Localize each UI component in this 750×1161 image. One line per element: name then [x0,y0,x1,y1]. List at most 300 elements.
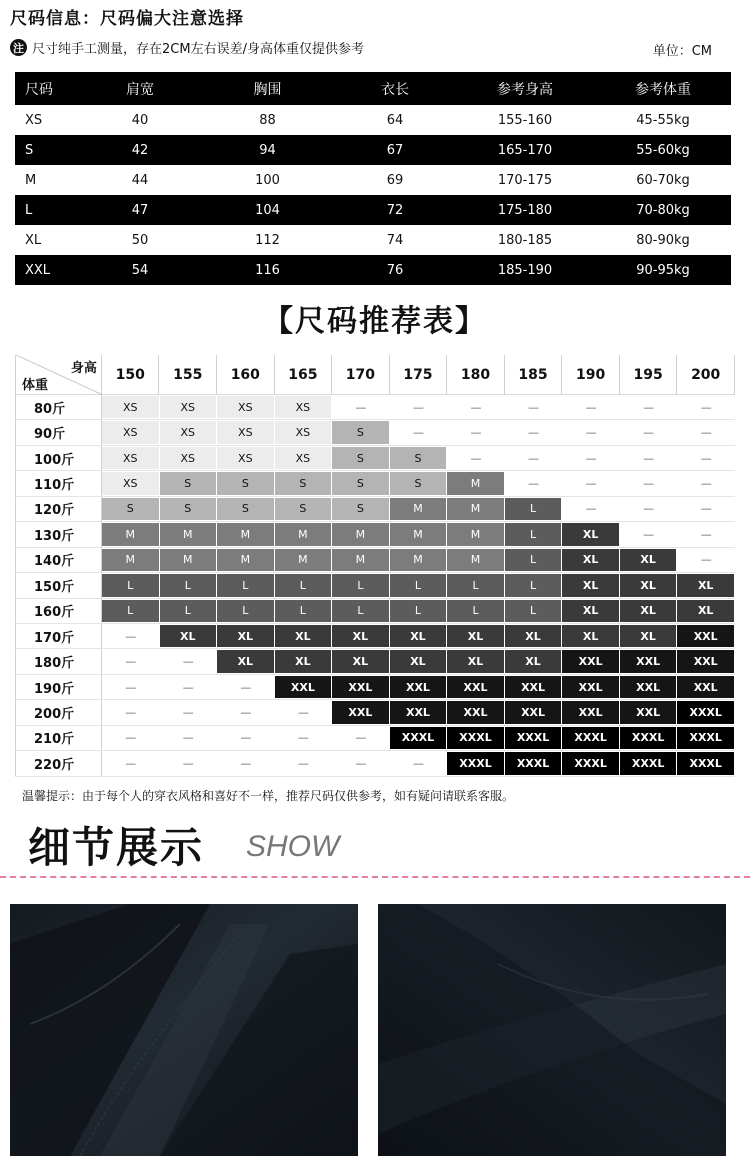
size-cell: 80-90kg [636,232,690,248]
size-cell: 76 [386,262,404,278]
grid-cell [562,675,620,699]
grid-cell [160,675,218,699]
size-badge: XS [102,472,160,494]
grid-cell [620,548,678,572]
size-badge: XXXL [620,727,678,749]
size-cell: S [25,142,34,158]
grid-cell [102,649,160,673]
size-badge: XL [677,574,735,596]
size-badge: — [297,705,309,719]
size-cell: 180-185 [497,232,553,248]
column-header: 胸围 [253,81,282,98]
size-row [15,135,731,165]
grid-cell [505,446,563,470]
size-badge: L [160,600,218,622]
size-cell: XXL [25,262,51,278]
grid-cell [677,624,735,648]
detail-subtitle: SHOW [246,830,340,863]
grid-cell [505,420,563,444]
grid-cell [447,751,505,775]
grid-cell [505,573,563,597]
size-badge: — [528,400,540,414]
size-badge: L [160,574,218,596]
grid-cell [562,649,620,673]
size-badge: M [447,523,505,545]
grid-cell [160,599,218,623]
size-badge: M [332,523,390,545]
size-badge: L [332,600,390,622]
grid-row [15,548,735,573]
height-header: 160 [217,355,275,394]
weight-label: 180斤 [15,649,102,673]
size-badge: S [217,498,275,520]
size-badge: XL [562,600,620,622]
grid-cell [217,522,275,546]
grid-row [15,420,735,445]
detail-title: 细节展示 [28,823,205,872]
grid-cell [275,446,333,470]
grid-cell [160,446,218,470]
grid-cell [160,624,218,648]
size-badge: L [505,574,563,596]
grid-cell [447,446,505,470]
size-badge: M [160,523,218,545]
height-header: 150 [102,355,160,394]
grid-row [15,599,735,624]
grid-cell [677,420,735,444]
grid-cell [447,700,505,724]
size-badge: XXL [677,650,735,672]
size-badge: XXL [562,650,620,672]
size-badge: XL [332,650,390,672]
grid-cell [505,700,563,724]
size-badge: XS [275,396,333,418]
size-badge: S [332,421,390,443]
size-cell: 70-80kg [636,202,690,218]
size-badge: XL [562,625,620,647]
grid-cell [447,497,505,521]
grid-cell [505,751,563,775]
grid-cell [275,700,333,724]
grid-cell [390,726,448,750]
grid-cell [620,675,678,699]
size-badge: — [700,553,712,567]
size-badge: M [275,523,333,545]
grid-cell [562,573,620,597]
grid-cell [217,420,275,444]
size-badge: S [160,472,218,494]
grid-cell [562,446,620,470]
grid-cell [620,624,678,648]
grid-cell [390,624,448,648]
grid-cell [275,420,333,444]
size-badge: XL [505,650,563,672]
height-header: 180 [447,355,505,394]
grid-cell [505,471,563,495]
size-badge: L [390,574,448,596]
grid-cell [620,522,678,546]
grid-cell [275,624,333,648]
grid-cell [620,700,678,724]
size-badge: — [528,451,540,465]
size-row [15,165,731,195]
weight-label: 210斤 [15,726,102,750]
size-badge: L [505,600,563,622]
size-badge: — [528,477,540,491]
grid-cell [217,751,275,775]
size-badge: XXL [447,701,505,723]
weight-label: 220斤 [15,751,102,775]
size-badge: XS [102,447,160,469]
size-table-header [15,72,731,105]
size-badge: — [643,477,655,491]
size-badge: XXL [562,701,620,723]
size-badge: M [332,549,390,571]
grid-cell [447,649,505,673]
size-badge: XXXL [677,701,735,723]
size-badge: — [125,680,137,694]
grid-cell [275,751,333,775]
grid-cell [620,446,678,470]
grid-cell [160,420,218,444]
grid-cell [677,726,735,750]
weight-label: 100斤 [15,446,102,470]
grid-cell [677,751,735,775]
size-badge: XXL [390,701,448,723]
grid-cell [677,471,735,495]
size-badge: XL [390,650,448,672]
grid-cell [217,471,275,495]
size-badge: XS [102,396,160,418]
grid-cell [332,649,390,673]
grid-cell [390,700,448,724]
grid-cell [332,700,390,724]
grid-cell [102,700,160,724]
grid-cell [217,599,275,623]
grid-cell [275,573,333,597]
grid-row [15,573,735,598]
size-badge: XL [447,650,505,672]
grid-row [15,751,735,776]
grid-cell [562,497,620,521]
grid-header-row [15,355,735,395]
height-header: 200 [677,355,735,394]
size-badge: — [240,756,252,770]
fabric-photo-right [378,904,726,1156]
size-badge: S [275,498,333,520]
size-cell: 74 [386,232,404,248]
grid-cell [505,522,563,546]
size-badge: — [182,655,194,669]
size-badge: XS [160,421,218,443]
grid-cell [275,497,333,521]
size-badge: XL [620,600,678,622]
size-badge: M [102,523,160,545]
size-badge: — [700,400,712,414]
grid-cell [620,497,678,521]
size-badge: L [217,600,275,622]
size-badge: XS [217,396,275,418]
grid-cell [217,675,275,699]
size-cell: 104 [255,202,280,218]
grid-cell [447,624,505,648]
size-cell: 94 [259,142,276,158]
corner-weight-label: 体重 [22,378,49,393]
size-badge: XS [275,421,333,443]
size-badge: L [102,600,160,622]
grid-cell [102,446,160,470]
grid-cell [620,471,678,495]
grid-cell [217,548,275,572]
size-badge: M [217,549,275,571]
size-badge: XXXL [447,727,505,749]
grid-row [15,471,735,496]
size-badge: M [390,498,448,520]
grid-cell [332,446,390,470]
size-badge: XXXL [677,752,735,774]
weight-label: 170斤 [15,624,102,648]
grid-cell [562,751,620,775]
height-header: 155 [159,355,217,394]
grid-cell [620,573,678,597]
size-badge: — [643,451,655,465]
grid-cell [562,420,620,444]
size-cell: 155-160 [497,112,553,128]
size-cell: 90-95kg [636,262,690,278]
grid-cell [677,700,735,724]
size-badge: XXXL [505,727,563,749]
grid-cell [562,471,620,495]
grid-cell [447,573,505,597]
size-badge: XXL [620,650,678,672]
grid-cell [390,649,448,673]
size-badge: XL [620,549,678,571]
fabric-photo-left [10,904,358,1156]
size-badge: XL [677,600,735,622]
grid-cell [275,548,333,572]
size-badge: — [643,527,655,541]
grid-cell [390,522,448,546]
height-header: 195 [620,355,678,394]
size-badge: — [125,629,137,643]
grid-cell [505,497,563,521]
size-badge: XXXL [562,752,620,774]
size-badge: S [160,498,218,520]
size-badge: XL [562,549,620,571]
grid-row [15,624,735,649]
size-badge: L [332,574,390,596]
grid-row [15,522,735,547]
size-badge: L [275,574,333,596]
grid-cell [217,649,275,673]
size-badge: XL [275,650,333,672]
recommend-grid [15,355,735,777]
size-badge: — [470,400,482,414]
size-badge: — [412,426,424,440]
size-cell: XS [25,112,43,128]
grid-cell [332,675,390,699]
grid-cell [275,522,333,546]
size-cell: 185-190 [497,262,553,278]
size-badge: — [182,705,194,719]
column-header: 衣长 [381,81,409,98]
height-header: 165 [275,355,333,394]
size-badge: L [505,549,563,571]
grid-cell [332,395,390,419]
grid-cell [332,751,390,775]
size-badge: XXL [505,701,563,723]
size-badge: — [470,426,482,440]
size-cell: 72 [386,202,404,218]
grid-cell [677,599,735,623]
grid-cell [677,573,735,597]
size-badge: — [125,705,137,719]
grid-cell [390,675,448,699]
size-badge: S [332,472,390,494]
grid-cell [505,726,563,750]
size-cell: 60-70kg [636,172,690,188]
size-badge: XXL [390,676,448,698]
size-cell: 116 [255,262,280,278]
grid-cell [620,751,678,775]
grid-cell [102,395,160,419]
weight-label: 200斤 [15,700,102,724]
size-badge: XL [620,574,678,596]
grid-cell [160,573,218,597]
size-cell: XL [25,232,42,248]
column-header: 尺码 [25,81,53,98]
size-badge: XS [217,421,275,443]
grid-cell [332,522,390,546]
size-badge: M [102,549,160,571]
recommend-title: 【尺码推荐表】 [263,304,487,339]
grid-cell [160,751,218,775]
weight-label: 140斤 [15,548,102,572]
size-cell: 40 [131,112,149,128]
grid-row [15,700,735,725]
size-table [15,72,731,285]
grid-cell [160,649,218,673]
size-row [15,105,731,135]
size-badge: — [240,705,252,719]
size-badge: XL [447,625,505,647]
column-header: 参考身高 [497,81,553,98]
size-badge: — [585,451,597,465]
size-badge: — [240,680,252,694]
size-badge: — [700,477,712,491]
grid-cell [390,599,448,623]
size-badge: — [700,502,712,516]
grid-cell [620,599,678,623]
size-badge: XS [160,447,218,469]
size-badge: XS [217,447,275,469]
grid-row [15,395,735,420]
grid-cell [275,726,333,750]
height-header: 175 [390,355,448,394]
grid-row [15,649,735,674]
grid-cell [447,726,505,750]
grid-cell [102,624,160,648]
size-cell: 55-60kg [636,142,690,158]
size-badge: — [585,426,597,440]
size-badge: M [160,549,218,571]
grid-cell [332,548,390,572]
size-badge: — [355,756,367,770]
size-badge: — [355,400,367,414]
size-cell: 47 [131,202,149,218]
size-badge: XL [217,625,275,647]
grid-cell [505,599,563,623]
size-badge: XL [390,625,448,647]
size-badge: M [390,523,448,545]
grid-cell [390,573,448,597]
weight-label: 160斤 [15,599,102,623]
section-divider [0,876,750,878]
size-badge: — [700,426,712,440]
grid-cell [275,471,333,495]
size-badge: XS [160,396,218,418]
size-badge: M [390,549,448,571]
grid-cell [562,395,620,419]
size-badge: S [332,498,390,520]
size-badge: — [297,731,309,745]
grid-corner [15,355,102,395]
size-cell: 165-170 [497,142,553,158]
size-badge: L [275,600,333,622]
grid-cell [562,624,620,648]
grid-cell [332,573,390,597]
size-badge: M [447,549,505,571]
grid-cell [332,471,390,495]
grid-cell [275,675,333,699]
grid-cell [217,573,275,597]
grid-cell [332,420,390,444]
grid-cell [275,395,333,419]
grid-cell [390,471,448,495]
corner-height-label: 身高 [70,361,97,376]
grid-cell [562,599,620,623]
grid-cell [447,675,505,699]
unit-label: 单位：CM [652,44,712,59]
size-cell: L [25,202,33,218]
size-badge: XXL [332,701,390,723]
size-badge: S [217,472,275,494]
column-header: 参考体重 [635,81,691,98]
height-header: 170 [332,355,390,394]
size-badge: XL [217,650,275,672]
weight-label: 130斤 [15,522,102,546]
grid-cell [620,420,678,444]
grid-cell [620,726,678,750]
weight-label: 120斤 [15,497,102,521]
size-badge: — [585,502,597,516]
grid-cell [102,726,160,750]
size-badge: — [125,655,137,669]
size-badge: — [585,477,597,491]
size-badge: — [585,400,597,414]
grid-cell [505,675,563,699]
grid-cell [217,624,275,648]
size-badge: S [390,447,448,469]
grid-cell [332,624,390,648]
size-badge: XXL [562,676,620,698]
grid-cell [505,548,563,572]
size-badge: — [125,756,137,770]
size-badge: — [182,731,194,745]
size-badge: S [332,447,390,469]
grid-cell [505,395,563,419]
size-badge: S [102,498,160,520]
